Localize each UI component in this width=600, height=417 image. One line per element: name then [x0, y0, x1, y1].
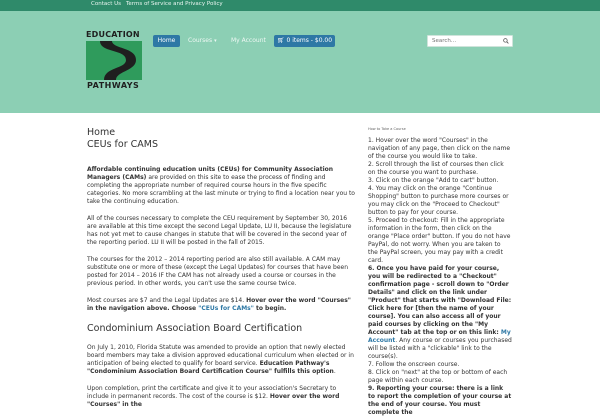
site-logo[interactable] — [86, 30, 142, 92]
chevron-down-icon: ▾ — [214, 38, 217, 44]
steps-list — [368, 137, 512, 417]
contact-us-link[interactable]: Contact Us — [91, 1, 122, 7]
nav-courses-label: Courses — [188, 37, 213, 44]
nav-courses[interactable] — [188, 35, 217, 47]
cart-icon: 🛒︎ — [276, 37, 285, 44]
terms-privacy-link[interactable]: Terms of Service and Privacy Policy — [126, 1, 223, 7]
cart-summary: 0 items - $0.00 — [286, 37, 333, 44]
step-6 — [368, 265, 512, 361]
step-3: 3. Click on the orange "Add to cart" button. — [368, 177, 499, 184]
intro-bold: Affordable continuing education units (CEUs) for Community Association Managers (CAMs) — [87, 166, 334, 181]
step-1: 1. Hover over the word "Courses" in the navigation of any page, then click on the name of the course you would like to take. — [368, 137, 511, 160]
board-cert-paragraph — [87, 344, 357, 376]
nav-my-account[interactable]: My Account — [231, 37, 266, 44]
sidebar-heading: How to Take a Course — [368, 127, 406, 131]
requirements-paragraph: All of the courses necessary to complete the CEU requirement by September 30, 2016 are available at this time except the second Legal Update, LU II, because the legislature has not yet met to cause changes in statute that will be covered in the second year of the reporting period. LU II will be posted in the fall of 2015. — [87, 215, 352, 246]
search-input[interactable] — [432, 37, 502, 46]
logo-text-top: EDUCATION — [86, 30, 140, 39]
nav-home[interactable]: Home — [153, 35, 180, 47]
step-6-bold: 6. Once you have paid for your course, you will be redirected to a "Checkout" confirmation page - scroll down to "Order Details" and click on the link under "Product" that starts with "Download File: Click here for [then the name of your course]. You can also access all of your paid courses by clicking on the "My Account" tab at the top or on this link: — [368, 265, 512, 336]
step-6-rest: . Any course or courses you purchased will be listed with a "clickable" link to the course(s). — [368, 337, 512, 360]
pricing-text: Most courses are $7 and the Legal Updates are $14. — [87, 297, 247, 304]
intro-paragraph — [87, 166, 357, 206]
completion-paragraph — [87, 385, 357, 409]
intro-text: are provided on this site to ease the process of finding and completing the appropriate number of required course hours in the five specific categories. No more scrambling at the last minute or trying to find a location near you to take the continuing education. — [87, 174, 355, 205]
step-5: 5. Proceed to checkout: Fill in the appropriate information in the form, then click on the orange "Place order" button. If you do not have PayPal, do not worry. When you are taken to the PayPal screen, you may pay with a credit card. — [368, 217, 511, 264]
step-7: 7. Follow the onscreen course. — [368, 361, 460, 368]
search-box[interactable] — [427, 35, 513, 47]
board-cert-text: On July 1, 2010, Florida Statute was amended to provide an option that newly elected board members may take a division approved educational curriculum when elected or in anticipation of being elected to qualify for board service. — [87, 344, 354, 367]
page-title: CEUs for CAMS — [87, 139, 158, 150]
board-cert-end: . — [333, 368, 336, 375]
board-cert-bold: Education Pathway's "Condominium Association Board Certification Course" fulfills this option — [87, 360, 334, 375]
sidebar-how-to — [368, 127, 512, 416]
completion-bold: Hover over the word "Courses" in the — [87, 393, 340, 408]
search-icon[interactable] — [503, 38, 509, 44]
completion-text: Upon completion, print the certificate and give it to your association's Secretary to include in permanent records. The cost of the course is $12. — [87, 385, 337, 400]
my-account-link[interactable]: My Account — [368, 329, 511, 344]
step-4: 4. You may click on the orange "Continue Shopping" button to purchase more courses or you may click on the "Proceed to Checkout" button to pay for your course. — [368, 185, 509, 216]
section-heading-board-certification: Condominium Association Board Certification — [87, 323, 303, 334]
logo-text-bottom: PATHWAYS — [87, 81, 140, 90]
step-9 — [368, 385, 512, 417]
main-content — [87, 127, 357, 408]
breadcrumb[interactable]: Home — [87, 127, 116, 138]
step-2: 2. Scroll through the list of courses then click on the course you want to purchase. — [368, 161, 504, 176]
pricing-instruction-end: to begin. — [253, 305, 287, 312]
ceus-for-cams-link[interactable]: "CEUs for CAMs" — [198, 305, 254, 312]
previous-period-paragraph: The courses for the 2012 – 2014 reporting period are also still available. A CAM may substitute one or more of these (except the Legal Updates) for courses that have been posted for 2014 – 2016 IF the CAM has not already used a course or courses in the previous period. In other words, you can't use the same course twice. — [87, 256, 349, 287]
pricing-paragraph — [87, 297, 357, 313]
logo-path-graphic — [86, 41, 142, 80]
step-8: 8. Click on "next" at the top or bottom of each page within each course. — [368, 369, 508, 384]
pricing-instruction: Hover over the word "Courses" in the navigation above. Choose — [87, 297, 351, 312]
step-9-bold: 9. Reporting your course: there is a link to report the completion of your course at the end of your course. You must complete the — [368, 385, 512, 416]
top-utility-bar — [0, 0, 600, 11]
nav-cart[interactable] — [274, 35, 335, 47]
